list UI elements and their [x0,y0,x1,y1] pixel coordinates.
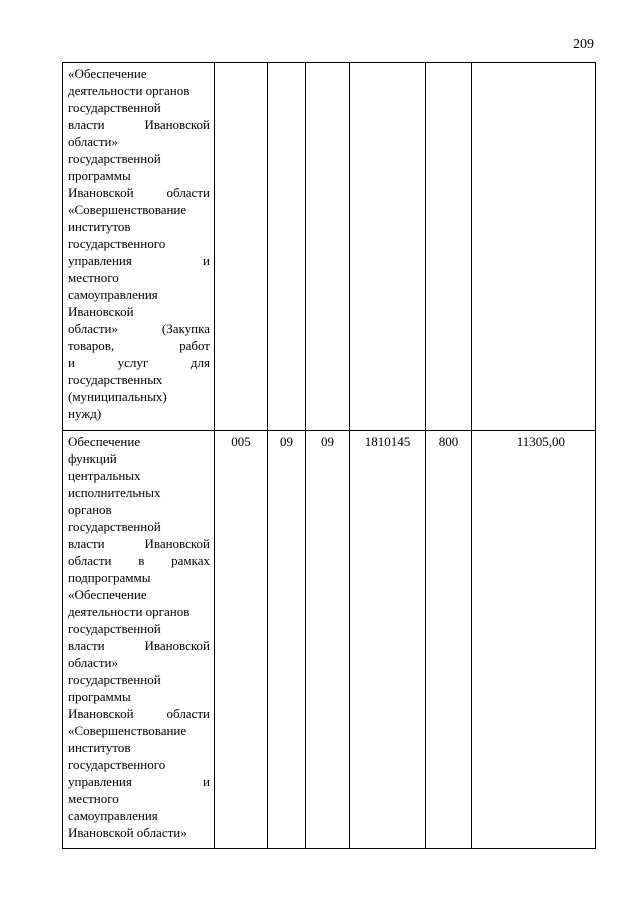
description-line: государственного [68,236,166,251]
description-line: власти Ивановской [68,638,210,653]
description-line: «Совершенствование [68,723,187,738]
row-2-expense-type: 800 [426,431,472,849]
description-line: и услуг для [68,355,210,370]
description-line: государственной [68,621,161,636]
description-line: программы [68,689,131,704]
row-2-target-article: 1810145 [350,431,426,849]
description-line: «Обеспечение [68,587,147,602]
description-line: Обеспечение [68,434,141,449]
description-line: программы [68,168,131,183]
description-line: государственных [68,372,163,387]
description-line: Ивановской области» [68,825,187,840]
description-line: органов [68,502,112,517]
description-line: исполнительных [68,485,161,500]
row-2-subsection-code: 09 [306,431,350,849]
description-line: управления и [68,774,210,789]
description-line: государственной [68,519,161,534]
row-1-ministry-code [215,63,268,431]
table-row [63,63,596,431]
page-number: 209 [573,37,594,52]
description-line: подпрограммы [68,570,151,585]
row-1-description [63,63,215,431]
description-line: государственной [68,151,161,166]
description-line: местного [68,270,119,285]
description-line: государственной [68,672,161,687]
row-1-section-code [268,63,306,431]
description-line: (муниципальных) [68,389,167,404]
row-2-description [63,431,215,849]
table-row [63,431,596,849]
description-line: власти Ивановской [68,536,210,551]
description-line: области» [68,134,118,149]
description-line: местного [68,791,119,806]
row-1-expense-type [426,63,472,431]
description-line: Ивановской области [68,706,210,721]
description-line: власти Ивановской [68,117,210,132]
description-line: «Совершенствование [68,202,187,217]
description-line: Ивановской области [68,185,210,200]
description-line: области в рамках [68,553,210,568]
row-2-amount: 11305,00 [472,431,596,849]
row-1-target-article [350,63,426,431]
description-line: институтов [68,219,131,234]
description-line: товаров, работ [68,338,210,353]
row-2-section-code: 09 [268,431,306,849]
description-line: функций [68,451,117,466]
description-line: самоуправления [68,808,158,823]
row-1-subsection-code [306,63,350,431]
description-line: самоуправления [68,287,158,302]
row-1-amount [472,63,596,431]
description-line: области» [68,655,118,670]
description-line: институтов [68,740,131,755]
description-line: «Обеспечение [68,66,147,81]
description-line: области» (Закупка [68,321,210,336]
budget-table [62,62,596,849]
description-line: Ивановской [68,304,134,319]
description-line: деятельности органов [68,604,190,619]
row-2-ministry-code: 005 [215,431,268,849]
description-line: нужд) [68,406,102,421]
description-line: центральных [68,468,141,483]
description-line: деятельности органов [68,83,190,98]
description-line: государственной [68,100,161,115]
description-line: государственного [68,757,166,772]
description-line: управления и [68,253,210,268]
